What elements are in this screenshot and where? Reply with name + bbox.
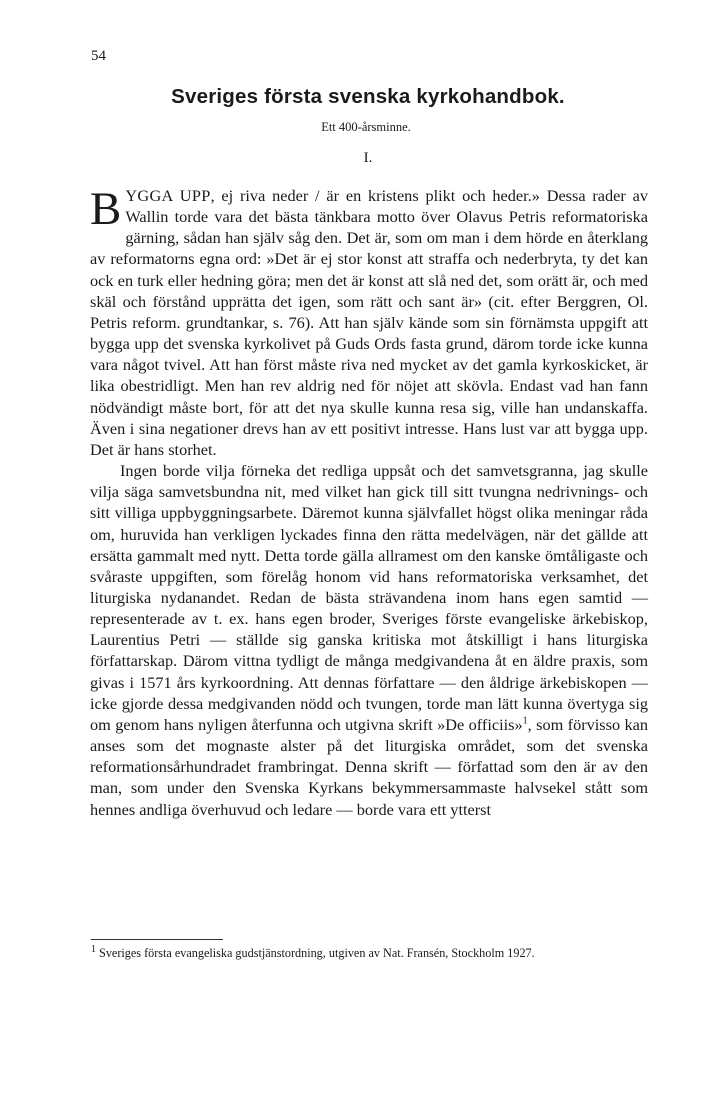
- paragraph-2-text-b: , som förvisso kan anses som det mognaste alster på det liturgiska området, som det svenska reformationsårhundradet frambringat. Denna skrift — författad som den är av den man, som under den Svenska Kyrkans bekymmersammaste halvsekel stått som hennes andliga överhuvud och ledare — borde vara ett ytterst: [90, 714, 649, 819]
- section-numeral: I.: [363, 150, 373, 166]
- footnote-reference[interactable]: 1: [522, 715, 528, 727]
- article-body: [90, 185, 648, 820]
- drop-cap: B: [90, 183, 122, 235]
- paragraph-2-text-a: Ingen borde vilja förneka det redliga uppsåt och det samvetsgranna, jag skulle vilja säga samvetsbundna nit, med vilket han gick till sitt tvungna nedrivnings- och sitt villiga uppbyggningsarbete. Däremot kunna självfallet högst olika meningar råda om, huruvida han verkligen lyckades finna den rätta medelvägen, när det gällde att ersätta gammalt med nytt. Detta torde gälla allramest om den kanske ömtåligaste och svåraste uppgiften, som förelåg honom vid hans reformatoriska verksamhet, det liturgiska nydanandet. Redan de bästa strävandena inom hans egen samtid — representerade av t. ex. hans egen broder, Sveriges förste evangeliske ärkebiskop, Laurentius Petri — ställde sig ganska kritiska mot åtskilligt i hans liturgiska författarskap. Därom vittna tydligt de många medgivandena åt en äldre praxis, som givas i 1571 års kyrkoordning. Att dennas författare — den åldrige ärkebiskopen — icke gjorde dessa medgivanden nödd och tvungen, torde man lätt kunna övertyga sig om genom hans nyligen återfunna och utgivna skrift »De officiis»: [90, 461, 648, 734]
- paragraph-2: [90, 460, 648, 820]
- page-number: 54: [91, 48, 106, 64]
- page-subtitle: Ett 400-årsminne.: [321, 120, 411, 134]
- footnote-text: Sveriges första evangeliska gudstjänstordning, utgiven av Nat. Fransén, Stockholm 1927.: [99, 946, 535, 960]
- paragraph-1: [90, 185, 648, 460]
- footnote-marker: 1: [91, 943, 96, 955]
- page-title: Sveriges första svenska kyrkohandbok.: [171, 85, 565, 108]
- footnote-divider: [91, 939, 223, 940]
- footnote: [91, 945, 648, 962]
- paragraph-1-text: , ej riva neder / är en kristens plikt och heder.» Dessa rader av Wallin torde vara det bästa tänkbara motto över Olavus Petris reformatoriska gärning, sådan han själv såg den. Det är, som om man i dem hörde en återklang av reformatorns egna ord: »Det är ej stor konst att straffa och nederbryta, ty det kan ock en turk eller hedning göra; men det är konst att slå ned det, som orätt är, och med skäl och förstånd upprätta det igen, som rätt och sant är» (cit. efter Berggren, Ol. Petris reform. grundtankar, s. 76). Att han själv kände som sin förnämsta uppgift att bygga upp det svenska kyrkolivet på Guds Ords fasta grund, därom torde icke kunna vara något tvivel. Att han först måste riva ned mycket av det gamla kyrkoskicket, är lika obestridligt. Men han rev aldrig ned för nöjet att skövla. Endast vad han fann nödvändigt måste bort, för att det nya skulle kunna resa sig, ville han undanskaffa. Även i sina negationer drevs han av ett positivt intresse. Hans lust var att bygga upp. Det är hans storhet.: [90, 186, 648, 459]
- lead-in-text: YGGA UPP: [125, 186, 211, 205]
